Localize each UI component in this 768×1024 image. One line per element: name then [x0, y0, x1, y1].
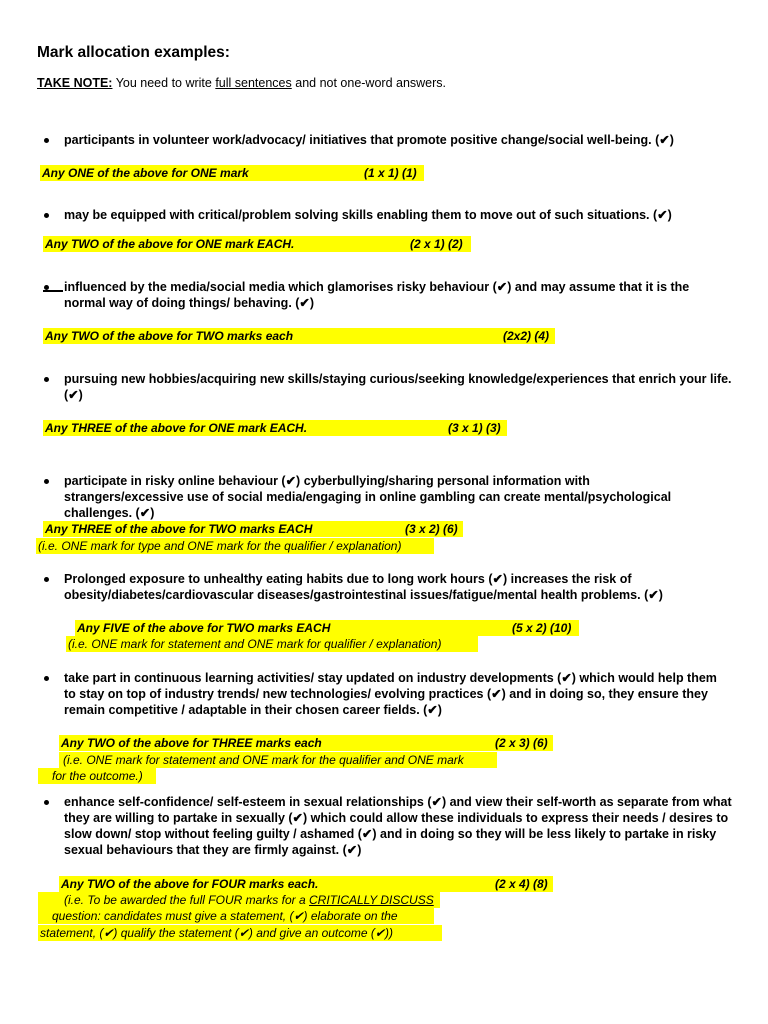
bullet-dot — [44, 377, 49, 382]
bullet-text: Prolonged exposure to unhealthy eating habits due to long work hours (✔) increases the risk of obesity/diabetes/cardiovascular diseases/gastrointestinal issues/fatigue/mental health problems. (✔) — [64, 572, 663, 602]
allocation-label: Any THREE of the above for TWO marks EACH — [45, 522, 313, 536]
take-note — [37, 76, 446, 90]
allocation-note-line1-pre: (i.e. To be awarded the full FOUR marks for a — [64, 893, 309, 907]
allocation-note-line2: question: candidates must give a statement, (✔) elaborate on the — [52, 909, 398, 923]
allocation-marks: (2 x 3) (6) — [495, 736, 548, 750]
bullet-text: participate in risky online behaviour (✔) cyberbullying/sharing personal information with strangers/excessive use of social media/engaging in online gambling can create mental/psychological challenges. (✔) — [64, 474, 672, 520]
allocation-line — [59, 735, 553, 751]
allocation-marks: (2 x 1) (2) — [410, 237, 463, 251]
bullet-text: take part in continuous learning activities/ stay updated on industry developments (✔) which would help them to stay on top of industry trends/ new technologies/ evolving practices (✔) and in doing so, they ensure they remain competitive / adaptable in their chosen career fields. (✔) — [64, 671, 717, 717]
allocation-note-line2: for the outcome.) — [52, 769, 143, 783]
bullet-dot — [44, 800, 49, 805]
allocation-label: Any ONE of the above for ONE mark — [42, 166, 249, 180]
allocation-marks: (2 x 4) (8) — [495, 877, 548, 891]
bullet-dot — [44, 577, 49, 582]
bullet-dot — [44, 479, 49, 484]
allocation-line — [75, 620, 579, 636]
bullet-text: pursuing new hobbies/acquiring new skills/staying curious/seeking knowledge/experiences that enrich your life. (✔) — [64, 372, 732, 402]
allocation-label: Any TWO of the above for TWO marks each — [45, 329, 294, 343]
allocation-marks: (2x2) (4) — [503, 329, 550, 343]
take-note-underlined: full sentences — [215, 76, 292, 90]
allocation-marks: (1 x 1) (1) — [364, 166, 417, 180]
take-note-pre: You need to write — [112, 76, 216, 90]
allocation-note-line1: (i.e. ONE mark for statement and ONE mark for the qualifier and ONE mark — [63, 753, 464, 767]
allocation-note — [38, 892, 440, 908]
allocation-label: Any FIVE of the above for TWO marks EACH — [77, 621, 331, 635]
allocation-note — [59, 752, 497, 768]
allocation-line — [59, 876, 553, 892]
allocation-note: (i.e. ONE mark for type and ONE mark for the qualifier / explanation) — [36, 538, 434, 554]
allocation-note — [38, 908, 434, 924]
bullet-text: may be equipped with critical/problem solving skills enabling them to move out of such situations. (✔) — [64, 208, 672, 222]
allocation-line — [40, 165, 424, 181]
allocation-marks: (3 x 2) (6) — [405, 522, 458, 536]
bullet-text: influenced by the media/social media which glamorises risky behaviour (✔) and may assume that it is the normal way of doing things/ behaving. (✔) — [64, 280, 690, 310]
bullet-dot — [44, 213, 49, 218]
allocation-note: (i.e. ONE mark for statement and ONE mark for qualifier / explanation) — [66, 636, 478, 652]
critically-discuss: CRITICALLY DISCUSS — [309, 893, 434, 907]
allocation-note — [38, 768, 156, 784]
allocation-note-line3: statement, (✔) qualify the statement (✔) and give an outcome (✔)) — [40, 926, 393, 940]
allocation-line — [43, 236, 471, 252]
allocation-note — [38, 925, 442, 941]
allocation-label: Any THREE of the above for ONE mark EACH. — [45, 421, 308, 435]
bullet-text: enhance self-confidence/ self-esteem in sexual relationships (✔) and view their self-worth as separate from what they are willing to partake in sexually (✔) which could allow these individuals to express their needs / desires to slow down/ stop without feeling guilty / ashamed (✔) and in doing so they will be less likely to partake in risky sexual behaviours that they are firmly against. (✔) — [64, 795, 732, 857]
bullet-dot — [44, 138, 49, 143]
allocation-line — [43, 521, 463, 537]
allocation-line — [43, 328, 555, 344]
bullet-text: participants in volunteer work/advocacy/ initiatives that promote positive change/social well-being. (✔) — [64, 133, 674, 147]
allocation-line — [43, 420, 507, 436]
allocation-label: Any TWO of the above for FOUR marks each. — [61, 877, 319, 891]
take-note-label: TAKE NOTE: — [37, 76, 113, 90]
struck-bullet — [43, 290, 63, 292]
take-note-post: and not one-word answers. — [291, 76, 447, 90]
allocation-marks: (5 x 2) (10) — [512, 621, 572, 635]
allocation-label: Any TWO of the above for ONE mark EACH. — [45, 237, 295, 251]
page-title: Mark allocation examples: — [37, 44, 230, 61]
bullet-dot — [44, 676, 49, 681]
bullet-dot — [44, 285, 49, 290]
allocation-label: Any TWO of the above for THREE marks each — [61, 736, 322, 750]
allocation-marks: (3 x 1) (3) — [448, 421, 501, 435]
